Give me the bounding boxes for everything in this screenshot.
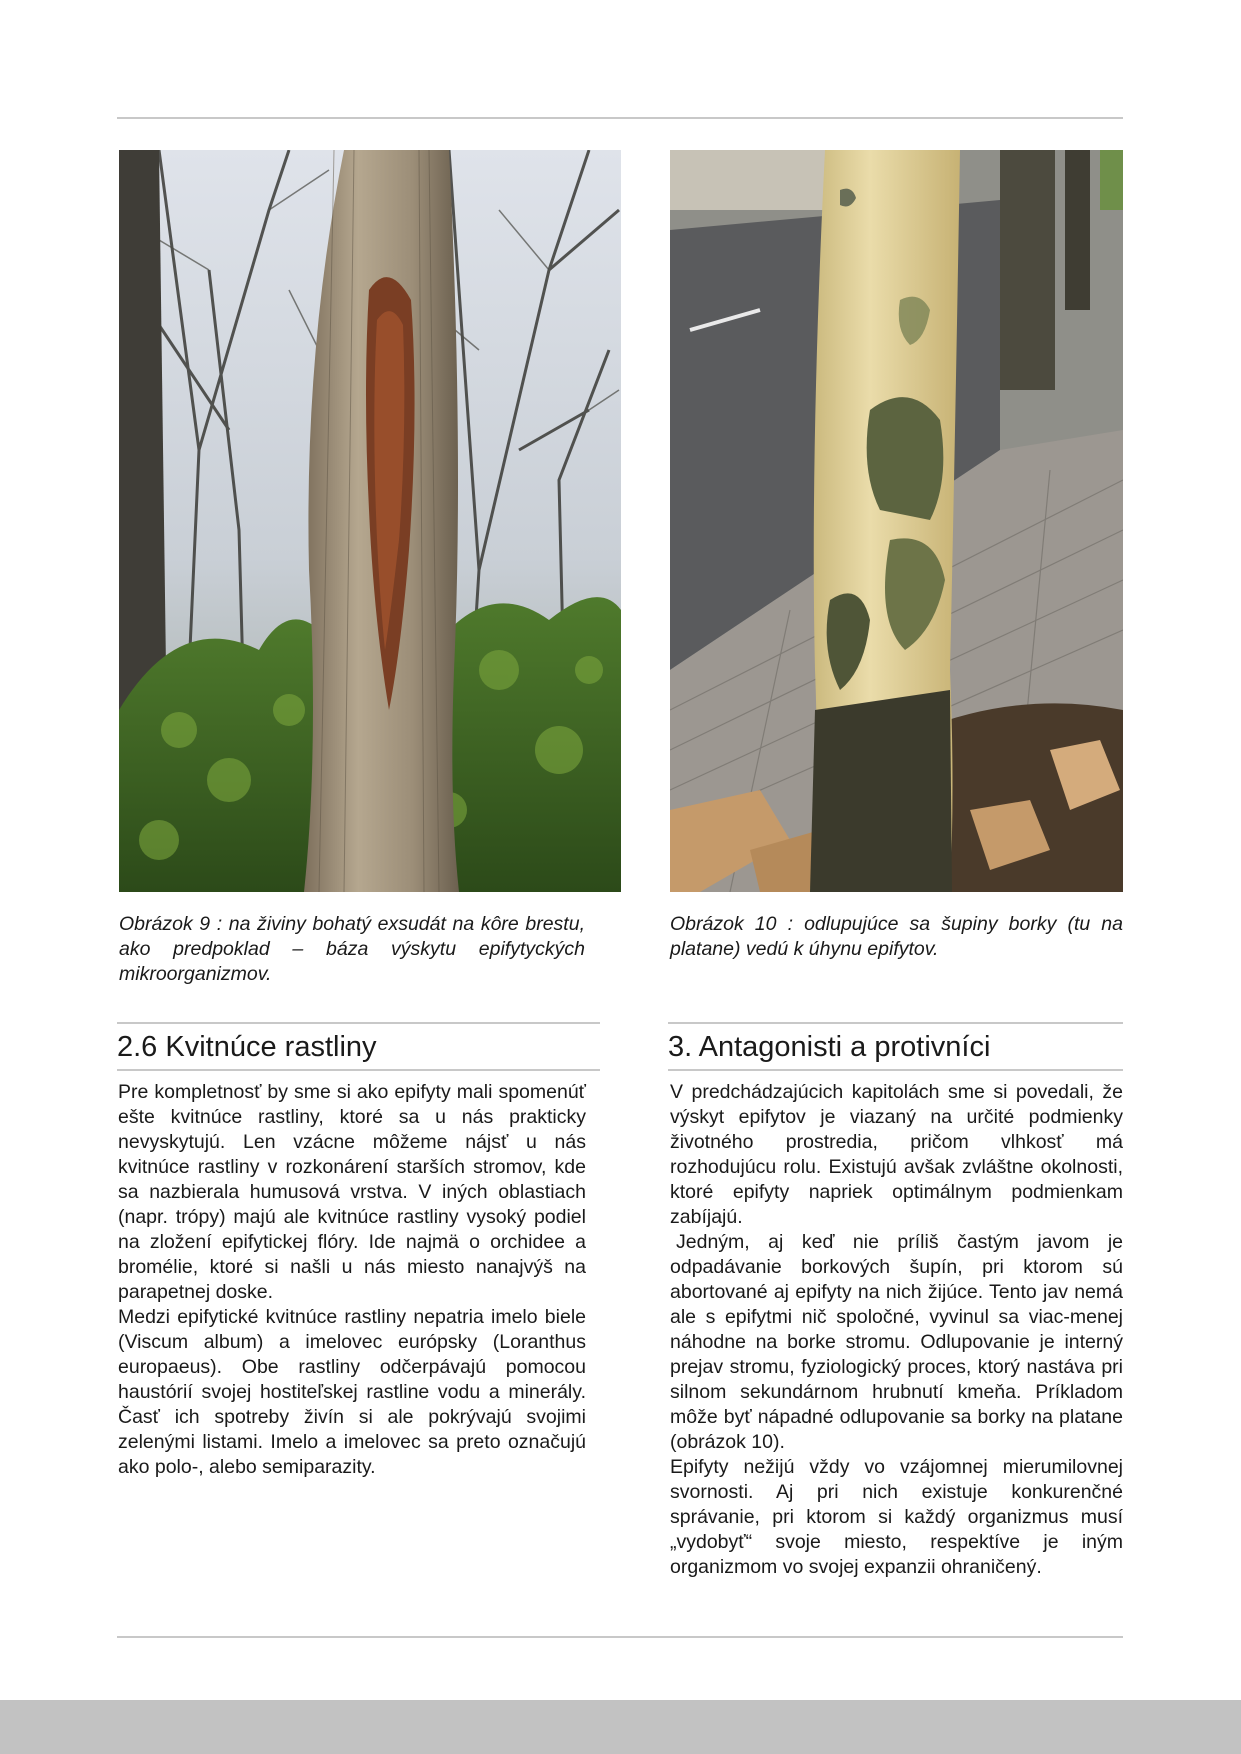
section-1-rule-top — [117, 1022, 600, 1024]
figure-10-caption: Obrázok 10 : odlupujúce sa šupiny borky (tu na platane) vedú k úhynu epifytov. — [670, 913, 1123, 960]
section-1-body — [118, 1080, 586, 1480]
section-heading-kvitnuce-rastliny: 2.6 Kvitnúce rastliny — [117, 1031, 377, 1063]
section-1-paragraph: Pre kompletnosť by sme si ako epifyty mali spomenúť ešte kvitnúce rastliny, ktoré sa u nás prakticky nevyskytujú. Len vzácne môžeme nájsť u nás kvitnúce rastliny v rozkonárení starších stromov, kde sa nazbierala humusová vrstva. V iných oblastiach (napr. trópy) majú ale kvitnúce rastliny vysoký podiel na zložení epifytickej flóry. Ide najmä o orchidee a bromélie, ktoré si našli u nás miesto nanajvýš na parapetnej doske. — [118, 1081, 586, 1303]
figure-9-photo — [119, 150, 621, 892]
section-1-paragraph: Medzi epifytické kvitnúce rastliny nepatria imelo biele (Viscum album) a imelovec európsky (Loranthus europaeus). Obe rastliny odčerpávajú pomocou haustórií svojej hostiteľskej rastline vodu a minerály. Časť ich spotreby živín si ale pokrývajú svojimi zelenými listami. Imelo a imelovec sa preto označujú ako polo-, alebo semiparazity. — [118, 1306, 586, 1478]
plane-tree-image — [670, 150, 1123, 892]
figure-10-photo — [670, 150, 1123, 892]
section-1-rule-bottom — [117, 1069, 600, 1071]
bottom-rule — [117, 1636, 1123, 1638]
section-2-rule-bottom — [668, 1069, 1123, 1071]
section-2-paragraph: Jedným, aj keď nie príliš častým javom je odpadávanie borkových šupín, pri ktorom sú abortované aj epifyty na nich žijúce. Tento jav nemá ale s epifytmi nič spoločné, vyvinul sa viac-menej náhodne na borke stromu. Odlupovanie je interný prejav stromu, fyziologický proces, ktorý nastáva pri silnom sekundárnom hrubnutí kmeňa. Príkladom môže byť nápadné odlupovanie sa borky na platane (obrázok 10). — [670, 1231, 1123, 1453]
section-2-paragraph: V predchádzajúcich kapitolách sme si povedali, že výskyt epifytov je viazaný na určité podmienky životného prostredia, pričom vlhkosť má rozhodujúcu rolu. Existujú avšak zvláštne okolnosti, ktoré epifyty napriek optimálnym podmienkam zabíjajú. — [670, 1081, 1123, 1228]
section-2-paragraph: Epifyty nežijú vždy vo vzájomnej mierumilovnej svornosti. Aj pri nich existuje konkurenčné správanie, pri ktorom si každý organizmus musí „vydobyť“ svoje miesto, respektíve je iným organizmom vo svojej expanzii ohraničený. — [670, 1456, 1123, 1578]
section-heading-antagonisti: 3. Antagonisti a protivníci — [668, 1031, 991, 1063]
elm-trunk-image — [119, 150, 621, 892]
footer-bar — [0, 1700, 1241, 1754]
top-rule — [117, 117, 1123, 119]
section-2-rule-top — [668, 1022, 1123, 1024]
figure-9-caption: Obrázok 9 : na živiny bohatý exsudát na kôre brestu, ako predpoklad – báza výskytu epifytyckých mikroorganizmov. — [119, 913, 585, 985]
section-2-body — [670, 1080, 1123, 1580]
